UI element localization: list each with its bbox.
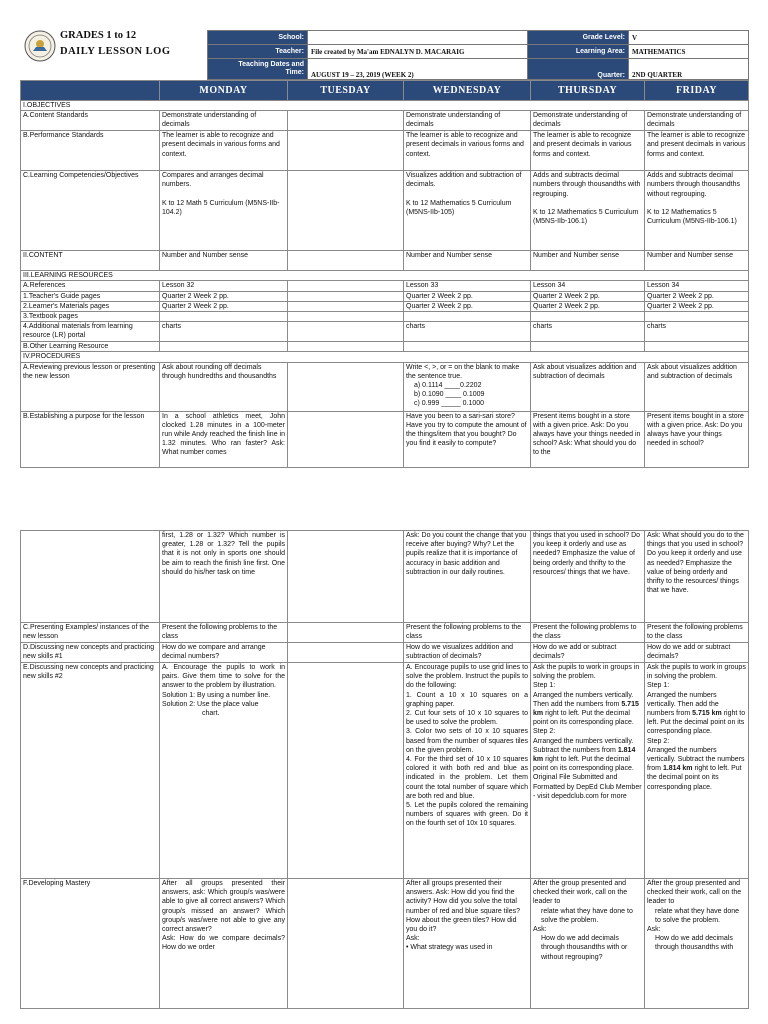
cell-thursday: charts <box>531 322 645 342</box>
header-info-table <box>207 30 749 80</box>
grade-label: Grade Level: <box>528 31 629 45</box>
cell-tuesday <box>288 362 404 411</box>
cell-tuesday <box>288 879 404 1009</box>
cell-monday: After all groups presented their answers, ask: Which group/s was/were able to give all correct answers? Which group/s missed an answer? Which group/s was/were not able to give any correct answer? Ask: How do we compare decimals? How do we order <box>160 879 288 1009</box>
cell-thursday: Lesson 34 <box>531 281 645 291</box>
cell-thursday <box>531 342 645 352</box>
cell-friday <box>645 342 749 352</box>
cell-friday <box>645 312 749 322</box>
cell-wednesday: Present the following problems to the class <box>404 623 531 643</box>
cell-wednesday: charts <box>404 322 531 342</box>
day-header-tuesday: TUESDAY <box>288 81 404 101</box>
cell-wednesday: Lesson 33 <box>404 281 531 291</box>
cell-friday: Present items bought in a store with a given price. Ask: Do you always have your things needed in school? <box>645 411 749 467</box>
cell-wednesday: Ask: Do you count the change that you receive after buying? Why? Let the pupils realize that it is importance of accuracy in basic addition and subtraction in our daily routines. <box>404 531 531 623</box>
cell-friday: Number and Number sense <box>645 251 749 271</box>
cell-monday: Ask about rounding off decimals through hundredths and thousandths <box>160 362 288 411</box>
row-label: C.Learning Competencies/Objectives <box>21 171 160 251</box>
row-label: A.References <box>21 281 160 291</box>
cell-friday: Quarter 2 Week 2 pp. <box>645 301 749 311</box>
quarter-value: 2ND QUARTER <box>629 59 749 80</box>
cell-tuesday <box>288 312 404 322</box>
cell-friday: Ask the pupils to work in groups in solving the problem. Step 1: Arranged the numbers vertically. Then add the numbers from 5.715 km right to left. Put the decimal point on its corresponding place. Step 2: Arranged the numbers vertically. Subtract the numbers from 1.814 km right to left. Put the decimal point on its corresponding place. <box>645 663 749 879</box>
cell-monday: Demonstrate understanding of decimals <box>160 111 288 131</box>
row-label: 4.Additional materials from learning resource (LR) portal <box>21 322 160 342</box>
section-learning-resources: III.LEARNING RESOURCES <box>21 271 749 281</box>
cell-thursday: Adds and subtracts decimal numbers through thousandths with regrouping. K to 12 Mathematics 5 Curriculum (M5NS-IIb-106.1) <box>531 171 645 251</box>
cell-friday: Quarter 2 Week 2 pp. <box>645 291 749 301</box>
day-header-thursday: THURSDAY <box>531 81 645 101</box>
cell-friday: Demonstrate understanding of decimals <box>645 111 749 131</box>
cell-tuesday <box>288 663 404 879</box>
row-label: II.CONTENT <box>21 251 160 271</box>
cell-thursday: The learner is able to recognize and present decimals in various forms and context. <box>531 131 645 171</box>
cell-friday: Ask: What should you do to the things that you used in school? Do you keep it orderly and use as needed? Emphasize the value of being orderly and thrifty to the resources/ things that we have. <box>645 531 749 623</box>
cell-monday: Quarter 2 Week 2 pp. <box>160 301 288 311</box>
cell-friday: Ask about visualizes addition and subtraction of decimals <box>645 362 749 411</box>
row-label: B.Other Learning Resource <box>21 342 160 352</box>
cell-thursday: After the group presented and checked their work, call on the leader to relate what they have done to solve the problem. Ask: How do we add decimals through thousandths with or without regrouping? <box>531 879 645 1009</box>
cell-monday: Number and Number sense <box>160 251 288 271</box>
cell-thursday: things that you used in school? Do you keep it orderly and use as needed? Emphasize the value of being orderly and thrifty to the resources/ things that we have. <box>531 531 645 623</box>
cell-monday: Quarter 2 Week 2 pp. <box>160 291 288 301</box>
cell-wednesday: How do we visualizes addition and subtraction of decimals? <box>404 643 531 663</box>
cell-tuesday <box>288 291 404 301</box>
cell-thursday: Quarter 2 Week 2 pp. <box>531 291 645 301</box>
row-label: 2.Learner's Materials pages <box>21 301 160 311</box>
cell-tuesday <box>288 301 404 311</box>
day-header-wednesday: WEDNESDAY <box>404 81 531 101</box>
teacher-label: Teacher: <box>208 45 308 59</box>
cell-wednesday: Write <, >, or = on the blank to make the sentence true. a) 0.1114 ____0.2202 b) 0.1090 ____ 0.1009 c) 0.999 _____ 0.1000 <box>404 362 531 411</box>
day-header-blank <box>21 81 160 101</box>
cell-thursday: Ask the pupils to work in groups in solving the problem. Step 1: Arranged the numbers vertically. Then add the numbers from 5.715 km right to left. Put the decimal point on its corresponding place. Step 2: Arranged the numbers vertically. Subtract the numbers from 1.814 km right to left. Put the decimal point on its corresponding place. Original File Submitted and Formatted by DepEd Club Member - visit depedclub.com for more <box>531 663 645 879</box>
cell-friday: Adds and subtracts decimal numbers through thousandths without regrouping. K to 12 Mathematics 5 Curriculum (M5NS-IIb-106.1) <box>645 171 749 251</box>
cell-wednesday: After all groups presented their answers. Ask: How did you find the activity? How did you solve the total number of red and blue square tiles? How about the green tiles? How did you do it? Ask: • What strategy was used in <box>404 879 531 1009</box>
cell-friday: How do we add or subtract decimals? <box>645 643 749 663</box>
cell-thursday: Ask about visualizes addition and subtraction of decimals <box>531 362 645 411</box>
cell-wednesday: Demonstrate understanding of decimals <box>404 111 531 131</box>
cell-thursday: Number and Number sense <box>531 251 645 271</box>
cell-friday: Present the following problems to the class <box>645 623 749 643</box>
cell-thursday: Quarter 2 Week 2 pp. <box>531 301 645 311</box>
cell-friday: The learner is able to recognize and present decimals in various forms and context. <box>645 131 749 171</box>
section-procedures: IV.PROCEDURES <box>21 352 749 362</box>
row-label: D.Discussing new concepts and practicing new skills #1 <box>21 643 160 663</box>
quarter-label: Quarter: <box>528 59 629 80</box>
lesson-log-table-page2 <box>20 530 749 1009</box>
cell-thursday: Demonstrate understanding of decimals <box>531 111 645 131</box>
cell-monday: Present the following problems to the class <box>160 623 288 643</box>
dates-label: Teaching Dates and Time: <box>208 59 308 80</box>
school-value <box>308 31 528 45</box>
row-label: A.Content Standards <box>21 111 160 131</box>
row-label: B.Performance Standards <box>21 131 160 171</box>
row-label: 3.Textbook pages <box>21 312 160 322</box>
cell-tuesday <box>288 171 404 251</box>
cell-monday <box>160 342 288 352</box>
cell-thursday: How do we add or subtract decimals? <box>531 643 645 663</box>
cell-wednesday <box>404 312 531 322</box>
dates-value: AUGUST 19 – 23, 2019 (WEEK 2) <box>308 59 528 80</box>
cell-monday: In a school athletics meet, John clocked 1.28 minutes in a 100-meter run while Andy reached the finish line in 1.32 minutes. Who ran faster? Ask: What number comes <box>160 411 288 467</box>
cell-wednesday: Quarter 2 Week 2 pp. <box>404 301 531 311</box>
cell-monday: The learner is able to recognize and present decimals in various forms and context. <box>160 131 288 171</box>
section-objectives: I.OBJECTIVES <box>21 101 749 111</box>
day-header-monday: MONDAY <box>160 81 288 101</box>
row-label <box>21 531 160 623</box>
cell-monday: Compares and arranges decimal numbers. K to 12 Math 5 Curriculum (M5NS-IIb-104.2) <box>160 171 288 251</box>
cell-tuesday <box>288 281 404 291</box>
title-daily-lesson-log: DAILY LESSON LOG <box>60 46 171 57</box>
row-label: A.Reviewing previous lesson or presenting the new lesson <box>21 362 160 411</box>
grade-value: V <box>629 31 749 45</box>
cell-friday: After the group presented and checked their work, call on the leader to relate what they have done to solve the problem. Ask: How do we add decimals through thousandths with <box>645 879 749 1009</box>
cell-thursday: Present items bought in a store with a given price. Ask: Do you always have your things needed in school? Ask: What should you do to the <box>531 411 645 467</box>
cell-tuesday <box>288 342 404 352</box>
row-label: 1.Teacher's Guide pages <box>21 291 160 301</box>
cell-monday: How do we compare and arrange decimal numbers? <box>160 643 288 663</box>
cell-wednesday: A. Encourage pupils to use grid lines to solve the problem. Instruct the pupils to do the following: 1. Count a 10 x 10 squares on a graphing paper. 2. Cut four sets of 10 x 10 squares to be used to solve the problem. 3. Color two sets of 10 x 10 squares based from the number of squares tiles on the given problem. 4. For the third set of 10 x 10 squares colored it with both red and blue as indicated in the problem. Let them count the total number of square which are both red and blue. 5. Let the pupils colored the remaining numbers of squares with green. Do it on the fourth set of 10x 10 squares. <box>404 663 531 879</box>
cell-monday: charts <box>160 322 288 342</box>
cell-thursday <box>531 312 645 322</box>
row-label: C.Presenting Examples/ instances of the new lesson <box>21 623 160 643</box>
cell-tuesday <box>288 322 404 342</box>
cell-tuesday <box>288 111 404 131</box>
cell-monday <box>160 312 288 322</box>
cell-thursday: Present the following problems to the class <box>531 623 645 643</box>
cell-wednesday: Visualizes addition and subtraction of decimals. K to 12 Mathematics 5 Curriculum (M5NS-IIb-105) <box>404 171 531 251</box>
cell-wednesday <box>404 342 531 352</box>
day-header-friday: FRIDAY <box>645 81 749 101</box>
cell-tuesday <box>288 251 404 271</box>
title-grades: GRADES 1 to 12 <box>60 30 137 41</box>
lesson-log-table-page1 <box>20 80 749 468</box>
area-value: MATHEMATICS <box>629 45 749 59</box>
cell-monday: Lesson 32 <box>160 281 288 291</box>
cell-friday: Lesson 34 <box>645 281 749 291</box>
cell-wednesday: Quarter 2 Week 2 pp. <box>404 291 531 301</box>
row-label: E.Discussing new concepts and practicing new skills #2 <box>21 663 160 879</box>
area-label: Learning Area: <box>528 45 629 59</box>
cell-tuesday <box>288 411 404 467</box>
deped-seal-logo <box>24 30 56 62</box>
cell-wednesday: The learner is able to recognize and present decimals in various forms and context. <box>404 131 531 171</box>
cell-tuesday <box>288 643 404 663</box>
cell-tuesday <box>288 531 404 623</box>
teacher-value: File created by Ma'am EDNALYN D. MACARAIG <box>308 45 528 59</box>
cell-monday: first, 1.28 or 1.32? Which number is greater, 1.28 or 1.32? Tell the pupils that it is not only in sports one should be aim to reach the finish line first. One should do his/her task on time <box>160 531 288 623</box>
row-label: F.Developing Mastery <box>21 879 160 1009</box>
cell-tuesday <box>288 131 404 171</box>
cell-wednesday: Have you been to a sari-sari store? Have you try to compute the amount of the things/item that you bought? Do you find it easily to compute? <box>404 411 531 467</box>
cell-tuesday <box>288 623 404 643</box>
cell-monday: A. Encourage the pupils to work in pairs. Give them time to solve for the answer to the problem by illustration. Solution 1: By using a number line. Solution 2: Use the place value chart. <box>160 663 288 879</box>
cell-wednesday: Number and Number sense <box>404 251 531 271</box>
school-label: School: <box>208 31 308 45</box>
row-label: B.Establishing a purpose for the lesson <box>21 411 160 467</box>
cell-friday: charts <box>645 322 749 342</box>
